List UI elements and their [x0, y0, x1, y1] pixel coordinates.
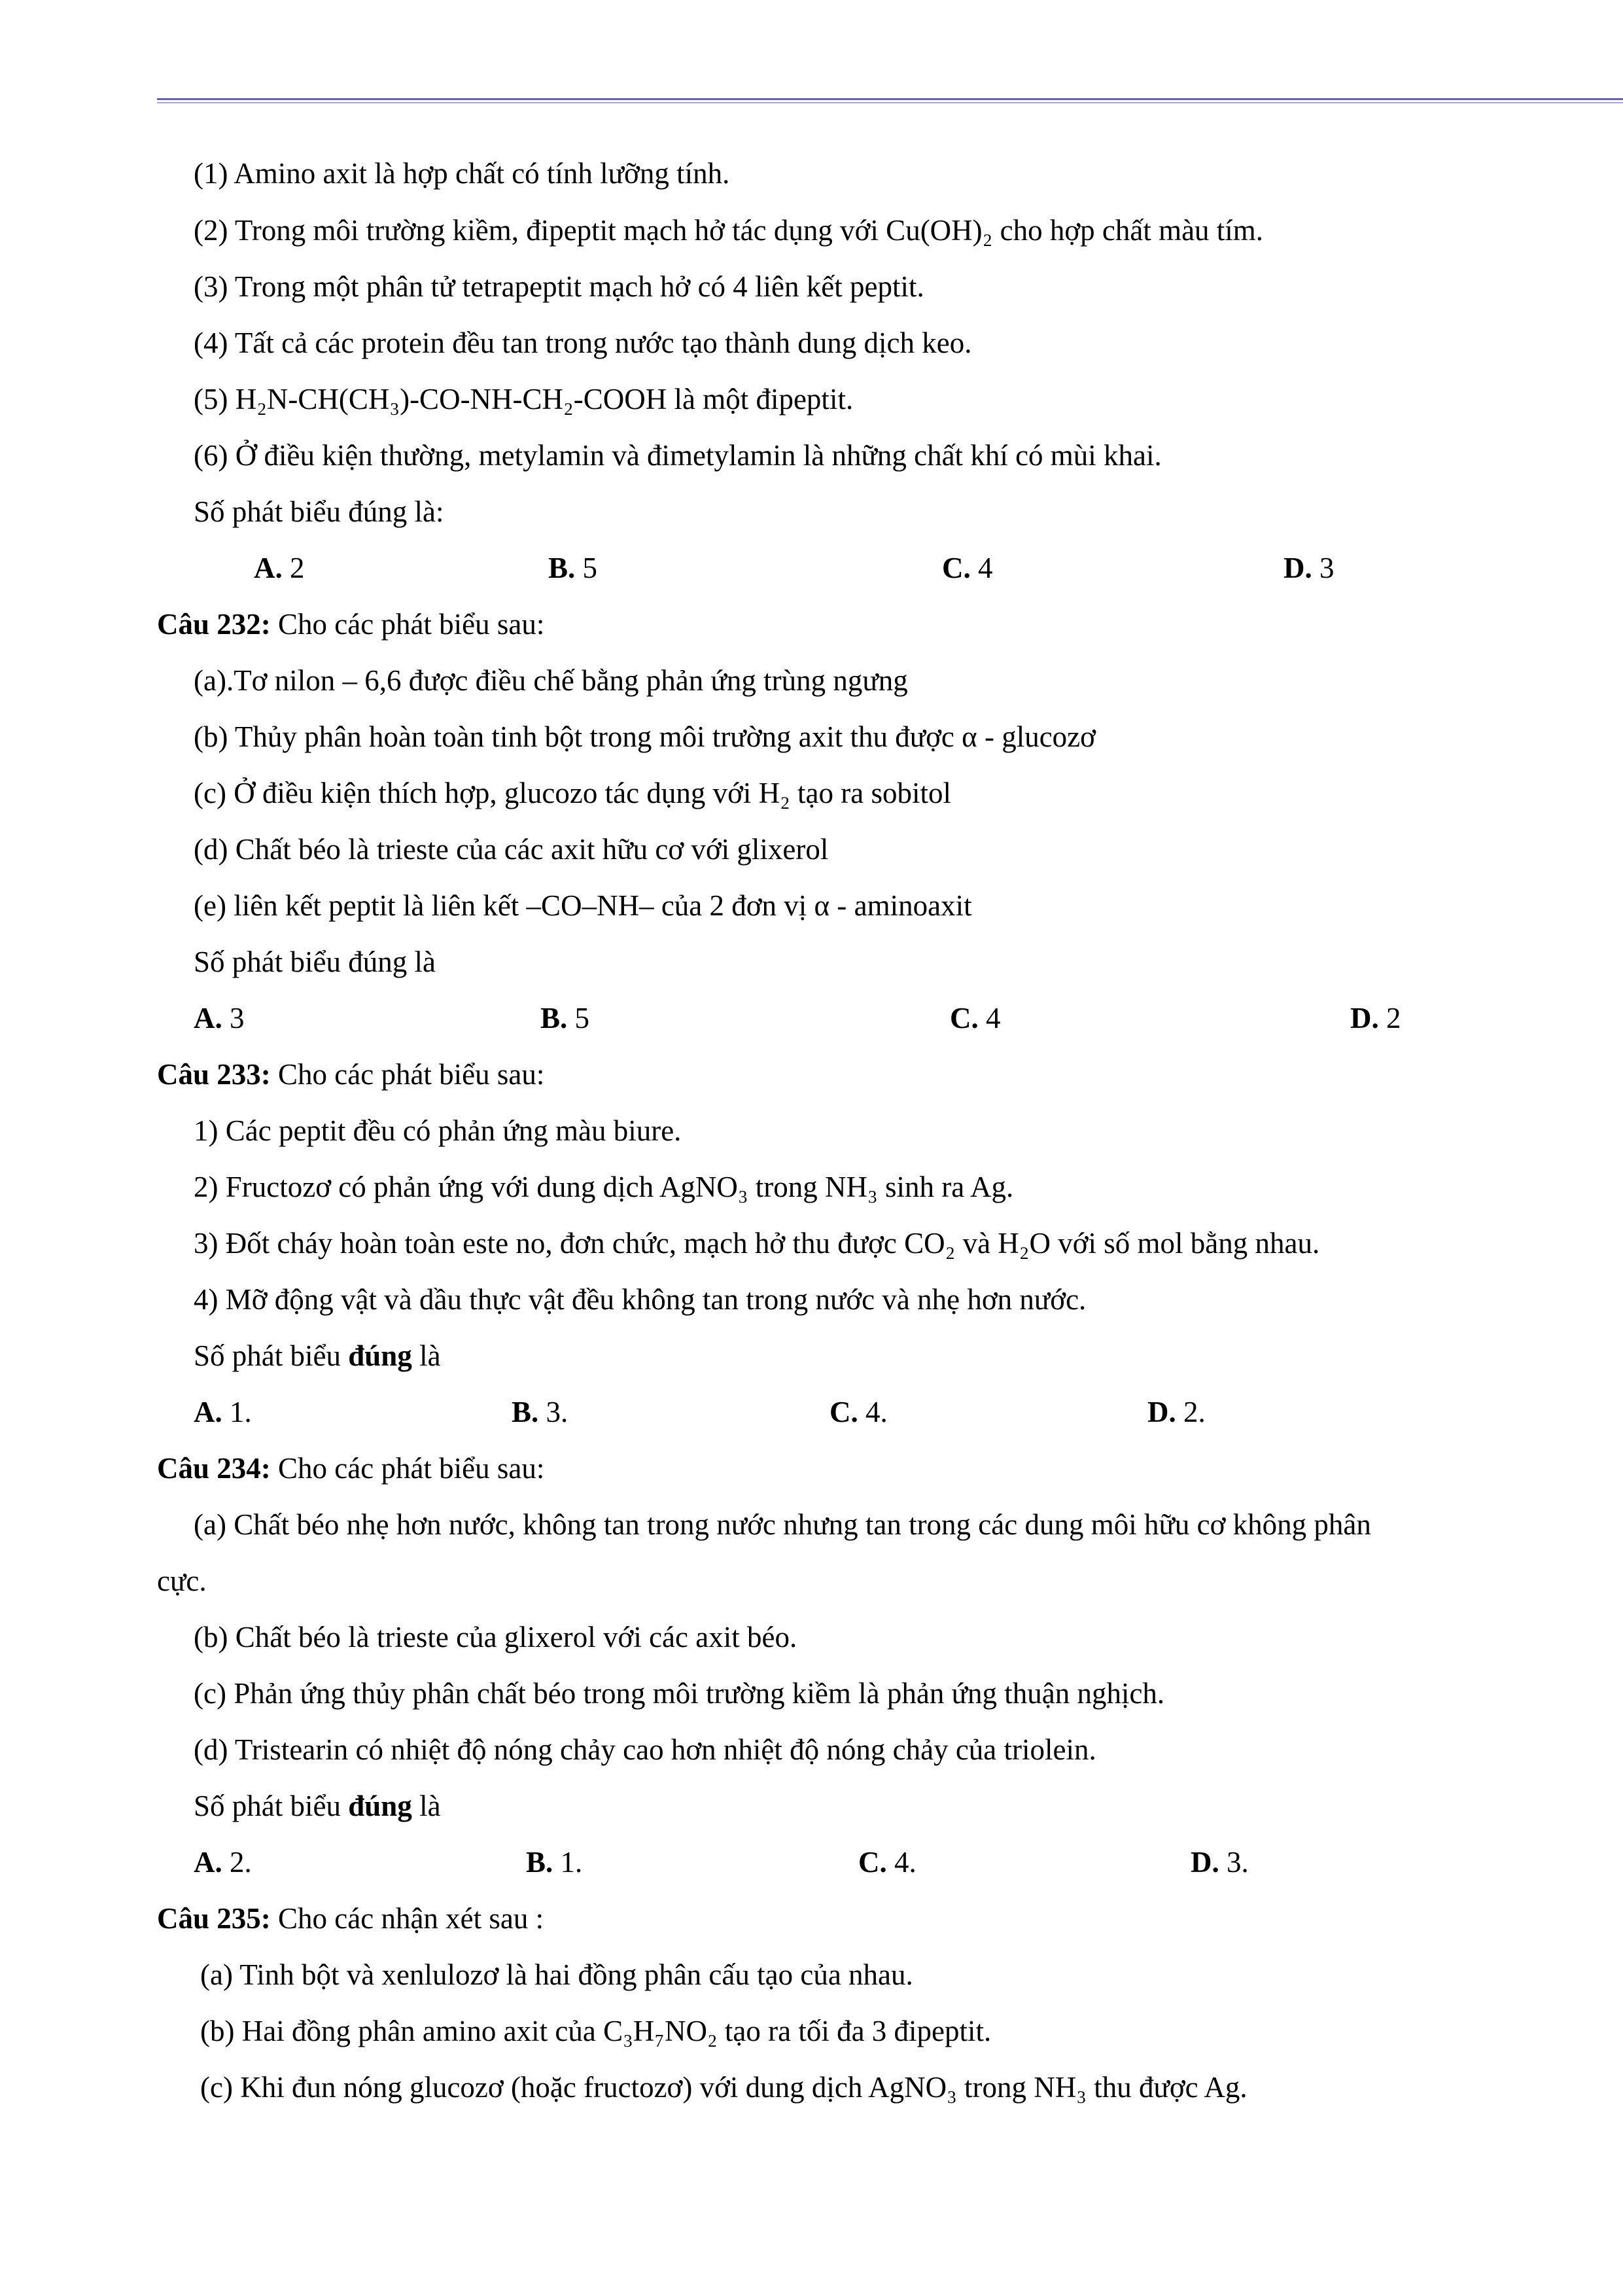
q233-option-c: C. 4.: [829, 1396, 888, 1428]
q234-statement-a-cont: cực.: [157, 1564, 207, 1597]
statement-1: (1) Amino axit là hợp chất có tính lưỡng tính.: [194, 157, 730, 190]
statement-4: (4) Tất cả các protein đều tan trong nước tạo thành dung dịch keo.: [194, 327, 972, 359]
q233-option-b: B. 3.: [512, 1396, 568, 1428]
option-a: A. 2: [254, 552, 305, 584]
statement-6: (6) Ở điều kiện thường, metylamin và đimetylamin là những chất khí có mùi khai.: [194, 439, 1162, 472]
answer-prompt: Số phát biểu đúng là:: [194, 495, 444, 528]
statement-3: (3) Trong một phân tử tetrapeptit mạch hở có 4 liên kết peptit.: [194, 270, 924, 303]
statement-5: (5) H₂N-CH(CH₃)-CO-NH-CH₂-COOH là một đipeptit.: [194, 383, 854, 415]
q232-statement-e: (e) liên kết peptit là liên kết –CO–NH– của 2 đơn vị α - aminoaxit: [194, 889, 972, 922]
q234-option-c: C. 4.: [858, 1846, 916, 1879]
q232-option-b: B. 5: [540, 1002, 590, 1034]
q233-option-a: A. 1.: [194, 1396, 252, 1428]
q233-prompt: Số phát biểu đúng là: [194, 1339, 441, 1372]
q232-statement-c: (c) Ở điều kiện thích hợp, glucozo tác dụng với H₂ tạo ra sobitol: [194, 777, 952, 809]
q234-statement-a: (a) Chất béo nhẹ hơn nước, không tan trong nước nhưng tan trong các dung môi hữu cơ không phân: [194, 1508, 1371, 1541]
option-d: D. 3: [1283, 552, 1335, 584]
question-235: Câu 235: Cho các nhận xét sau :: [157, 1902, 544, 1935]
q234-option-b: B. 1.: [526, 1846, 583, 1879]
question-232: Câu 232: Cho các phát biểu sau:: [157, 608, 545, 641]
header-rule-secondary: [157, 102, 1623, 103]
q232-option-a: A. 3: [194, 1002, 245, 1034]
q233-option-d: D. 2.: [1147, 1396, 1206, 1428]
q234-option-a: A. 2.: [194, 1846, 252, 1879]
q232-option-c: C. 4: [950, 1002, 1001, 1034]
q234-option-d: D. 3.: [1191, 1846, 1249, 1879]
q233-statement-2: 2) Fructozơ có phản ứng với dung dịch AgNO₃ trong NH₃ sinh ra Ag.: [194, 1171, 1014, 1203]
q235-statement-a: (a) Tinh bột và xenlulozơ là hai đồng phân cấu tạo của nhau.: [200, 1958, 913, 1991]
q234-prompt: Số phát biểu đúng là: [194, 1790, 441, 1822]
header-rule: [157, 98, 1623, 100]
q232-statement-b: (b) Thủy phân hoàn toàn tinh bột trong môi trường axit thu được α - glucozơ: [194, 720, 1096, 753]
q232-statement-d: (d) Chất béo là trieste của các axit hữu cơ với glixerol: [194, 833, 829, 866]
statement-2: (2) Trong môi trường kiềm, đipeptit mạch hở tác dụng với Cu(OH)₂ cho hợp chất màu tím.: [194, 214, 1264, 247]
q235-statement-b: (b) Hai đồng phân amino axit của C₃H₇NO₂ tạo ra tối đa 3 đipeptit.: [200, 2015, 992, 2047]
q234-statement-b: (b) Chất béo là trieste của glixerol với các axit béo.: [194, 1621, 797, 1653]
question-233: Câu 233: Cho các phát biểu sau:: [157, 1058, 545, 1091]
q233-statement-3: 3) Đốt cháy hoàn toàn este no, đơn chức, mạch hở thu được CO₂ và H₂O với số mol bằng nhau.: [194, 1227, 1320, 1260]
q233-statement-1: 1) Các peptit đều có phản ứng màu biure.: [194, 1114, 682, 1147]
option-b: B. 5: [548, 552, 598, 584]
q235-statement-c: (c) Khi đun nóng glucozơ (hoặc fructozơ) với dung dịch AgNO₃ trong NH₃ thu được Ag.: [200, 2071, 1248, 2104]
question-234: Câu 234: Cho các phát biểu sau:: [157, 1452, 545, 1485]
q232-statement-a: (a).Tơ nilon – 6,6 được điều chế bằng phản ứng trùng ngưng: [194, 664, 908, 697]
q234-statement-c: (c) Phản ứng thủy phân chất béo trong môi trường kiềm là phản ứng thuận nghịch.: [194, 1677, 1165, 1710]
q232-option-d: D. 2: [1350, 1002, 1401, 1034]
q233-statement-4: 4) Mỡ động vật và dầu thực vật đều không tan trong nước và nhẹ hơn nước.: [194, 1283, 1087, 1316]
q234-statement-d: (d) Tristearin có nhiệt độ nóng chảy cao hơn nhiệt độ nóng chảy của triolein.: [194, 1733, 1096, 1766]
q232-prompt: Số phát biểu đúng là: [194, 945, 436, 978]
option-c: C. 4: [942, 552, 993, 584]
